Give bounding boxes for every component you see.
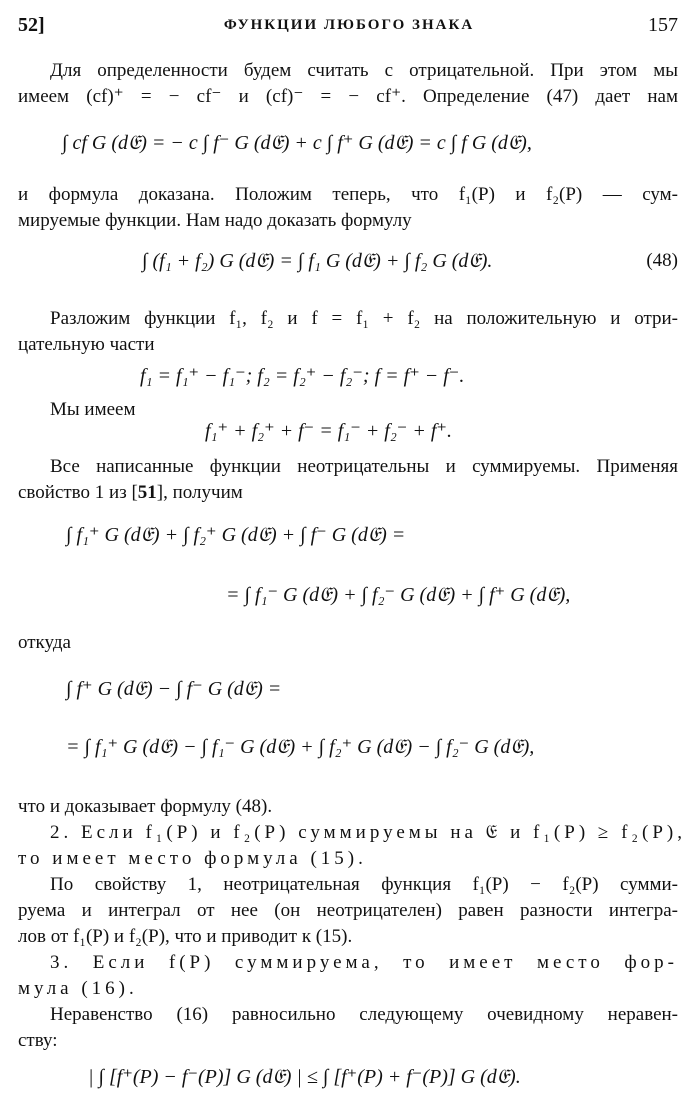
equation-decomposition: f₁ = f₁⁺ − f₁⁻; f₂ = f₂⁺ − f₂⁻; f = f⁺ − f⁻.: [140, 365, 465, 387]
text-line: имеем (cf)⁺ = − cf⁻ и (cf)⁻ = − cf⁺. Определение (47) дает нам: [18, 86, 678, 107]
text-line: откуда: [18, 632, 71, 653]
text-line: лов от f₁(P) и f₂(P), что и приводит к (15).: [18, 926, 353, 947]
section-reference: 51: [137, 482, 157, 503]
equation-difference-bottom: = ∫ f₁⁺ G (d𝔈) − ∫ f₁⁻ G (d𝔈) + ∫ f₂⁺ G (d𝔈) − ∫ f₂⁻ G (d𝔈),: [66, 736, 535, 758]
text-line: цательную части: [18, 334, 155, 355]
equation-number: (48): [646, 250, 678, 271]
text-line: и формула доказана. Положим теперь, что f₁(P) и f₂(P) — сум-: [18, 184, 678, 205]
text-line: Все написанные функции неотрицательны и суммируемы. Применяя: [50, 456, 678, 477]
running-title: ФУНКЦИИ ЛЮБОГО ЗНАКА: [223, 17, 475, 33]
text-line: Мы имеем: [50, 399, 136, 420]
text-line: По свойству 1, неотрицательная функция f₁(P) − f₂(P) сумми-: [50, 874, 678, 895]
page-number: 157: [648, 14, 678, 36]
text-line: ству:: [18, 1030, 58, 1051]
equation-48: ∫ (f₁ + f₂) G (d𝔈) = ∫ f₁ G (d𝔈) + ∫ f₂ G (d𝔈).: [142, 250, 493, 272]
text-line: руема и интеграл от нее (он неотрицателен) равен разности интегра-: [18, 900, 678, 921]
text-line: Для определенности будем считать c отрицательной. При этом мы: [50, 60, 678, 81]
equation-1: ∫ cf G (d𝔈) = − c ∫ f⁻ G (d𝔈) + c ∫ f⁺ G (d𝔈) = c ∫ f G (d𝔈),: [62, 132, 532, 154]
text-line: что и доказывает формулу (48).: [18, 796, 273, 817]
theorem-2-line: то имеет место формула (15).: [18, 848, 367, 869]
text-line: свойство 1 из [51], получим: [18, 482, 243, 503]
equation-inequality: | ∫ [f⁺(P) − f⁻(P)] G (d𝔈) | ≤ ∫ [f⁺(P) + f⁻(P)] G (d𝔈).: [88, 1066, 521, 1088]
text-line: мируемые функции. Нам надо доказать формулу: [18, 210, 412, 231]
theorem-2-line: 2. Если f₁(P) и f₂(P) суммируемы на 𝔈 и f₁(P) ≥ f₂(P),: [50, 822, 687, 843]
text-line: Разложим функции f₁, f₂ и f = f₁ + f₂ на положительную и отри-: [50, 308, 678, 329]
theorem-3-line: 3. Если f(P) суммируема, то имеет место фор-: [50, 952, 678, 973]
equation-integrals-bottom: = ∫ f₁⁻ G (d𝔈) + ∫ f₂⁻ G (d𝔈) + ∫ f⁺ G (d𝔈),: [226, 584, 571, 606]
equation-difference-top: ∫ f⁺ G (d𝔈) − ∫ f⁻ G (d𝔈) =: [66, 678, 282, 700]
section-number: 52]: [18, 14, 45, 36]
equation-sum: f₁⁺ + f₂⁺ + f⁻ = f₁⁻ + f₂⁻ + f⁺.: [205, 420, 452, 442]
equation-integrals-top: ∫ f₁⁺ G (d𝔈) + ∫ f₂⁺ G (d𝔈) + ∫ f⁻ G (d𝔈) =: [66, 524, 406, 546]
text-line: Неравенство (16) равносильно следующему очевидному неравен-: [50, 1004, 678, 1025]
theorem-3-line: мула (16).: [18, 978, 138, 999]
